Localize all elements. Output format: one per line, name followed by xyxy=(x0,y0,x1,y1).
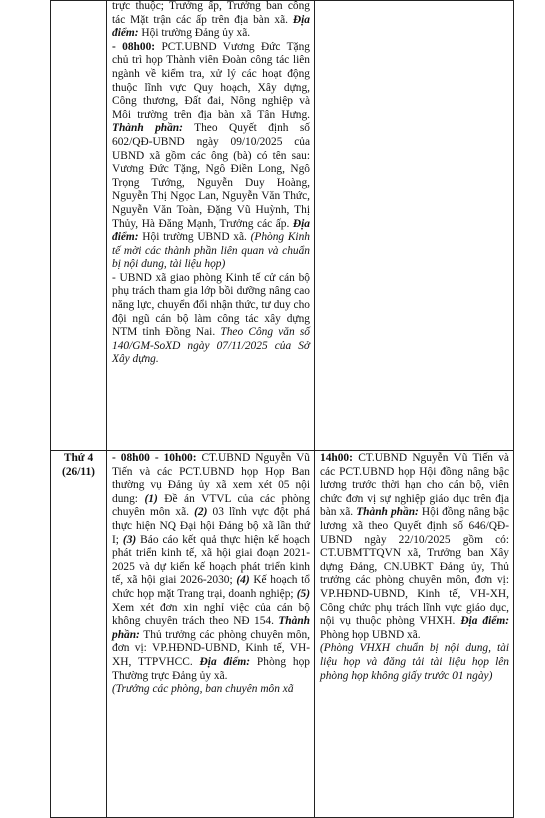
afternoon-cell xyxy=(315,1,514,451)
day-date: (26/11) xyxy=(62,466,95,478)
entry-time: - 08h00 - 10h00: xyxy=(112,452,197,464)
day-cell-empty xyxy=(51,1,107,451)
participants-label: Thành phần: xyxy=(112,122,183,135)
entry-note: (Trưởng các phòng, ban chuyên môn xã xyxy=(112,683,294,696)
participants-label: Thành phần: xyxy=(356,506,419,519)
entry-training-assignment: - UBND xã giao phòng Kinh tế cử cán bộ phụ trách tham gia lớp bồi dưỡng nâng cao năng lực, chuyển đổi nhận thức, tư duy cho đội ngũ cán bộ làm công tác xây dựng NTM tỉnh Đồng Nai. Theo Công văn số 140/GM-SoXD ngày 07/11/2025 của Sở Xây dựng. xyxy=(112,271,310,366)
entry-party-committee-meeting: - 08h00 - 10h00: CT.UBND Nguyễn Vũ Tiến và các PCT.UBND họp Họp Ban thường vụ Đảng ủy xã xem xét 05 nội dung: (1) Đề án VTVL của các phòng chuyên môn xã. (2) 03 lĩnh vực đột phá thực hiện NQ Đại hội Đảng bộ xã lần thứ I; (3) Báo cáo kết quả thực hiện kế hoạch phát triển kinh tế, xã hội giai đoạn 2021-2025 và dự kiến kế hoạch phát triển kinh tế, xã hội giai 2026-2030; (4) Kế hoạch tổ chức họp mặt Trang trại, doanh nghiệp; (5) Xem xét đơn xin nghỉ việc của cán bộ không chuyên trách theo NĐ 154. Thành phần: Thủ trưởng các phòng chuyên môn, đơn vị: VP.HĐND-UBND, Kinh tế, VH-XH, TTPVHCC. Địa điểm: Phòng họp Thường trực Đảng ủy xã. xyxy=(112,452,310,682)
location-label: Địa điểm: xyxy=(199,655,251,668)
entry-time: 14h00: xyxy=(320,452,353,464)
location-label: Địa điểm: xyxy=(112,13,310,40)
day-cell xyxy=(51,451,107,818)
schedule-row-wednesday xyxy=(51,451,514,818)
participants-label: Thành phần: xyxy=(112,615,310,641)
schedule-row-continued xyxy=(51,1,514,451)
entry-time: - 08h00: xyxy=(112,40,156,53)
morning-content xyxy=(107,451,314,698)
weekly-schedule-table xyxy=(50,0,514,818)
afternoon-cell xyxy=(315,451,514,818)
morning-cell xyxy=(107,451,315,818)
location-label: Địa điểm: xyxy=(112,217,310,244)
afternoon-content xyxy=(315,451,513,684)
continued-entry: trực thuộc; Trưởng ấp, Trưởng ban công tác Mặt trận các ấp trên địa bàn xã. Địa điểm: Hội trường Đảng ủy xã. xyxy=(112,0,310,40)
day-name: Thứ 4 xyxy=(63,452,94,464)
entry-inspection-meeting: - 08h00: PCT.UBND Vương Đức Tặng chủ trì họp Thành viên Đoàn công tác liên ngành về kiểm tra, xử lý các hoạt động thuộc lĩnh vực Quy hoạch, Xây dựng, Công thương, Đất đai, Nông nghiệp và Môi trường trên địa bàn xã Tân Hưng. Thành phần: Theo Quyết định số 602/QĐ-UBND ngày 09/10/2025 của UBND xã gồm các ông (bà) có tên sau: Vương Đức Tặng, Ngô Điền Long, Ngô Trọng Tướng, Nguyễn Duy Hoàng, Nguyễn Thị Ngọc Lan, Nguyễn Văn Thức, Nguyễn Văn Toàn, Đặng Vũ Huỳnh, Thị Thủy, Hà Đăng Mạnh, Trưởng các ấp. Địa điểm: Hội trường UBND xã. (Phòng Kinh tế mời các thành phần liên quan và chuẩn bị nội dung, tài liệu họp) xyxy=(112,40,311,271)
entry-salary-council-meeting: 14h00: CT.UBND Nguyễn Vũ Tiến và các PCT.UBND họp Hội đồng nâng bậc lương trước thời hạn cho cán bộ, viên chức đơn vị sự nghiệp giáo dục trên địa bàn xã. Thành phần: Hội đồng nâng bậc lương xã theo Quyết định số 646/QĐ-UBND ngày 22/10/2025 gồm có: CT.UBMTTQVN xã, Trưởng ban Xây dựng Đảng, CN.UBKT Đảng ủy, Thủ trưởng các phòng chuyên môn, đơn vị: VP.HĐND-UBND, Kinh tế, VH-XH, Công chức phụ trách lĩnh vực giáo dục, nội vụ thuộc phòng VHXH. Địa điểm: Phòng họp UBND xã. xyxy=(320,452,509,641)
schedule-page xyxy=(50,0,513,817)
morning-cell xyxy=(107,1,315,451)
entry-note: Theo Công văn số 140/GM-SoXD ngày 07/11/2025 của Sở Xây dựng. xyxy=(112,326,310,366)
entry-note: (Phòng Kinh tế mời các thành phần liên quan và chuẩn bị nội dung, tài liệu họp) xyxy=(112,231,310,271)
afternoon-content xyxy=(315,1,513,3)
location-label: Địa điểm: xyxy=(460,615,509,628)
morning-content xyxy=(107,0,314,368)
entry-note: (Phòng VHXH chuẩn bị nội dung, tài liệu họp và đăng tải tài liệu họp lên phòng họp không giấy trước 01 ngày) xyxy=(320,642,509,682)
